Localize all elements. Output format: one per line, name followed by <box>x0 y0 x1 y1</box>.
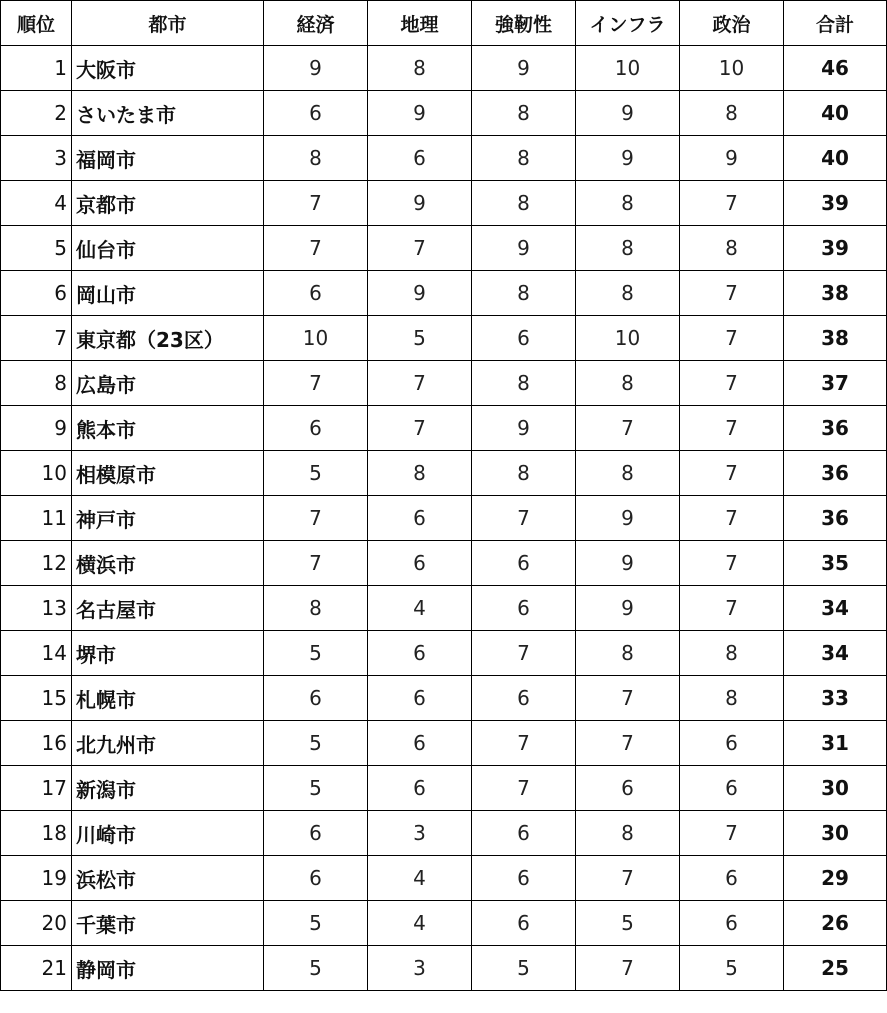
rank-cell: 5 <box>1 226 72 271</box>
city-cell: 新潟市 <box>72 766 264 811</box>
table-row <box>1 136 887 181</box>
geography-score-cell: 7 <box>368 361 472 406</box>
resilience-score-cell: 7 <box>472 631 576 676</box>
infrastructure-score-cell: 10 <box>576 316 680 361</box>
total-cell: 40 <box>784 136 887 181</box>
total-cell: 30 <box>784 766 887 811</box>
infrastructure-score-cell: 7 <box>576 406 680 451</box>
total-cell: 31 <box>784 721 887 766</box>
economy-score-cell: 7 <box>264 361 368 406</box>
table-row <box>1 541 887 586</box>
resilience-score-cell: 8 <box>472 451 576 496</box>
rank-cell: 14 <box>1 631 72 676</box>
rank-cell: 7 <box>1 316 72 361</box>
rank-cell: 18 <box>1 811 72 856</box>
economy-score-cell: 9 <box>264 46 368 91</box>
politics-score-cell: 6 <box>680 856 784 901</box>
total-cell: 25 <box>784 946 887 991</box>
table-row <box>1 496 887 541</box>
economy-score-cell: 5 <box>264 721 368 766</box>
infrastructure-score-cell: 10 <box>576 46 680 91</box>
header-infrastructure: インフラ <box>576 1 680 46</box>
geography-score-cell: 9 <box>368 181 472 226</box>
city-cell: 神戸市 <box>72 496 264 541</box>
resilience-score-cell: 6 <box>472 541 576 586</box>
table-row <box>1 586 887 631</box>
table-row <box>1 901 887 946</box>
resilience-score-cell: 6 <box>472 676 576 721</box>
table-row <box>1 676 887 721</box>
total-cell: 34 <box>784 631 887 676</box>
geography-score-cell: 8 <box>368 451 472 496</box>
economy-score-cell: 5 <box>264 766 368 811</box>
politics-score-cell: 7 <box>680 451 784 496</box>
rank-cell: 10 <box>1 451 72 496</box>
economy-score-cell: 6 <box>264 811 368 856</box>
geography-score-cell: 7 <box>368 226 472 271</box>
politics-score-cell: 7 <box>680 181 784 226</box>
total-cell: 26 <box>784 901 887 946</box>
total-cell: 40 <box>784 91 887 136</box>
header-resilience: 強靭性 <box>472 1 576 46</box>
total-cell: 30 <box>784 811 887 856</box>
resilience-score-cell: 6 <box>472 316 576 361</box>
header-politics: 政治 <box>680 1 784 46</box>
rank-cell: 16 <box>1 721 72 766</box>
geography-score-cell: 4 <box>368 586 472 631</box>
infrastructure-score-cell: 7 <box>576 856 680 901</box>
total-cell: 46 <box>784 46 887 91</box>
economy-score-cell: 6 <box>264 91 368 136</box>
resilience-score-cell: 8 <box>472 181 576 226</box>
rank-cell: 4 <box>1 181 72 226</box>
table-row <box>1 721 887 766</box>
geography-score-cell: 4 <box>368 901 472 946</box>
rank-cell: 6 <box>1 271 72 316</box>
rank-cell: 21 <box>1 946 72 991</box>
economy-score-cell: 7 <box>264 226 368 271</box>
politics-score-cell: 7 <box>680 361 784 406</box>
table-row <box>1 46 887 91</box>
infrastructure-score-cell: 9 <box>576 136 680 181</box>
header-row <box>1 1 887 46</box>
economy-score-cell: 6 <box>264 856 368 901</box>
geography-score-cell: 8 <box>368 46 472 91</box>
resilience-score-cell: 9 <box>472 406 576 451</box>
table-row <box>1 226 887 271</box>
infrastructure-score-cell: 7 <box>576 721 680 766</box>
infrastructure-score-cell: 9 <box>576 496 680 541</box>
infrastructure-score-cell: 8 <box>576 631 680 676</box>
city-cell: 北九州市 <box>72 721 264 766</box>
resilience-score-cell: 6 <box>472 586 576 631</box>
header-total: 合計 <box>784 1 887 46</box>
resilience-score-cell: 6 <box>472 901 576 946</box>
geography-score-cell: 6 <box>368 721 472 766</box>
politics-score-cell: 7 <box>680 316 784 361</box>
table-row <box>1 91 887 136</box>
politics-score-cell: 6 <box>680 901 784 946</box>
table-row <box>1 181 887 226</box>
resilience-score-cell: 9 <box>472 46 576 91</box>
economy-score-cell: 6 <box>264 271 368 316</box>
resilience-score-cell: 6 <box>472 811 576 856</box>
total-cell: 36 <box>784 451 887 496</box>
geography-score-cell: 9 <box>368 271 472 316</box>
infrastructure-score-cell: 8 <box>576 451 680 496</box>
economy-score-cell: 8 <box>264 586 368 631</box>
politics-score-cell: 5 <box>680 946 784 991</box>
infrastructure-score-cell: 9 <box>576 541 680 586</box>
total-cell: 33 <box>784 676 887 721</box>
economy-score-cell: 7 <box>264 541 368 586</box>
politics-score-cell: 8 <box>680 631 784 676</box>
resilience-score-cell: 5 <box>472 946 576 991</box>
economy-score-cell: 5 <box>264 946 368 991</box>
rank-cell: 8 <box>1 361 72 406</box>
total-cell: 35 <box>784 541 887 586</box>
rank-cell: 1 <box>1 46 72 91</box>
rank-cell: 12 <box>1 541 72 586</box>
table-row <box>1 946 887 991</box>
rank-cell: 15 <box>1 676 72 721</box>
resilience-score-cell: 8 <box>472 136 576 181</box>
infrastructure-score-cell: 6 <box>576 766 680 811</box>
city-cell: 札幌市 <box>72 676 264 721</box>
city-cell: 広島市 <box>72 361 264 406</box>
resilience-score-cell: 6 <box>472 856 576 901</box>
politics-score-cell: 8 <box>680 676 784 721</box>
rank-cell: 13 <box>1 586 72 631</box>
city-cell: 名古屋市 <box>72 586 264 631</box>
total-cell: 29 <box>784 856 887 901</box>
rank-cell: 11 <box>1 496 72 541</box>
total-cell: 39 <box>784 181 887 226</box>
politics-score-cell: 8 <box>680 91 784 136</box>
politics-score-cell: 6 <box>680 721 784 766</box>
politics-score-cell: 7 <box>680 811 784 856</box>
politics-score-cell: 8 <box>680 226 784 271</box>
politics-score-cell: 6 <box>680 766 784 811</box>
politics-score-cell: 10 <box>680 46 784 91</box>
resilience-score-cell: 8 <box>472 91 576 136</box>
resilience-score-cell: 7 <box>472 496 576 541</box>
infrastructure-score-cell: 7 <box>576 676 680 721</box>
city-cell: 東京都（23区） <box>72 316 264 361</box>
economy-score-cell: 5 <box>264 631 368 676</box>
geography-score-cell: 3 <box>368 811 472 856</box>
city-cell: 静岡市 <box>72 946 264 991</box>
economy-score-cell: 8 <box>264 136 368 181</box>
header-rank: 順位 <box>1 1 72 46</box>
city-cell: さいたま市 <box>72 91 264 136</box>
city-cell: 相模原市 <box>72 451 264 496</box>
geography-score-cell: 9 <box>368 91 472 136</box>
city-cell: 大阪市 <box>72 46 264 91</box>
rank-cell: 2 <box>1 91 72 136</box>
infrastructure-score-cell: 5 <box>576 901 680 946</box>
city-cell: 京都市 <box>72 181 264 226</box>
infrastructure-score-cell: 7 <box>576 946 680 991</box>
infrastructure-score-cell: 9 <box>576 91 680 136</box>
header-city: 都市 <box>72 1 264 46</box>
resilience-score-cell: 8 <box>472 271 576 316</box>
infrastructure-score-cell: 8 <box>576 271 680 316</box>
table-row <box>1 451 887 496</box>
economy-score-cell: 7 <box>264 496 368 541</box>
politics-score-cell: 7 <box>680 586 784 631</box>
total-cell: 34 <box>784 586 887 631</box>
infrastructure-score-cell: 8 <box>576 181 680 226</box>
resilience-score-cell: 9 <box>472 226 576 271</box>
resilience-score-cell: 7 <box>472 766 576 811</box>
politics-score-cell: 7 <box>680 406 784 451</box>
total-cell: 38 <box>784 271 887 316</box>
header-economy: 経済 <box>264 1 368 46</box>
total-cell: 36 <box>784 496 887 541</box>
resilience-score-cell: 8 <box>472 361 576 406</box>
table-row <box>1 811 887 856</box>
economy-score-cell: 5 <box>264 901 368 946</box>
politics-score-cell: 9 <box>680 136 784 181</box>
table-row <box>1 766 887 811</box>
header-geography: 地理 <box>368 1 472 46</box>
geography-score-cell: 6 <box>368 136 472 181</box>
table-row <box>1 856 887 901</box>
infrastructure-score-cell: 8 <box>576 811 680 856</box>
economy-score-cell: 6 <box>264 676 368 721</box>
politics-score-cell: 7 <box>680 541 784 586</box>
city-cell: 福岡市 <box>72 136 264 181</box>
table-row <box>1 271 887 316</box>
rank-cell: 3 <box>1 136 72 181</box>
geography-score-cell: 4 <box>368 856 472 901</box>
rank-cell: 20 <box>1 901 72 946</box>
geography-score-cell: 3 <box>368 946 472 991</box>
rank-cell: 19 <box>1 856 72 901</box>
total-cell: 37 <box>784 361 887 406</box>
total-cell: 39 <box>784 226 887 271</box>
politics-score-cell: 7 <box>680 496 784 541</box>
city-cell: 浜松市 <box>72 856 264 901</box>
table-row <box>1 316 887 361</box>
rank-cell: 9 <box>1 406 72 451</box>
city-cell: 仙台市 <box>72 226 264 271</box>
economy-score-cell: 7 <box>264 181 368 226</box>
geography-score-cell: 6 <box>368 676 472 721</box>
city-cell: 岡山市 <box>72 271 264 316</box>
table-row <box>1 361 887 406</box>
economy-score-cell: 10 <box>264 316 368 361</box>
city-cell: 千葉市 <box>72 901 264 946</box>
resilience-score-cell: 7 <box>472 721 576 766</box>
infrastructure-score-cell: 8 <box>576 361 680 406</box>
economy-score-cell: 6 <box>264 406 368 451</box>
geography-score-cell: 5 <box>368 316 472 361</box>
economy-score-cell: 5 <box>264 451 368 496</box>
table-body <box>1 46 887 991</box>
politics-score-cell: 7 <box>680 271 784 316</box>
infrastructure-score-cell: 8 <box>576 226 680 271</box>
city-cell: 川崎市 <box>72 811 264 856</box>
total-cell: 36 <box>784 406 887 451</box>
geography-score-cell: 6 <box>368 631 472 676</box>
table-row <box>1 406 887 451</box>
city-cell: 熊本市 <box>72 406 264 451</box>
geography-score-cell: 6 <box>368 496 472 541</box>
rank-cell: 17 <box>1 766 72 811</box>
geography-score-cell: 7 <box>368 406 472 451</box>
city-cell: 堺市 <box>72 631 264 676</box>
table-row <box>1 631 887 676</box>
geography-score-cell: 6 <box>368 541 472 586</box>
city-cell: 横浜市 <box>72 541 264 586</box>
total-cell: 38 <box>784 316 887 361</box>
geography-score-cell: 6 <box>368 766 472 811</box>
infrastructure-score-cell: 9 <box>576 586 680 631</box>
